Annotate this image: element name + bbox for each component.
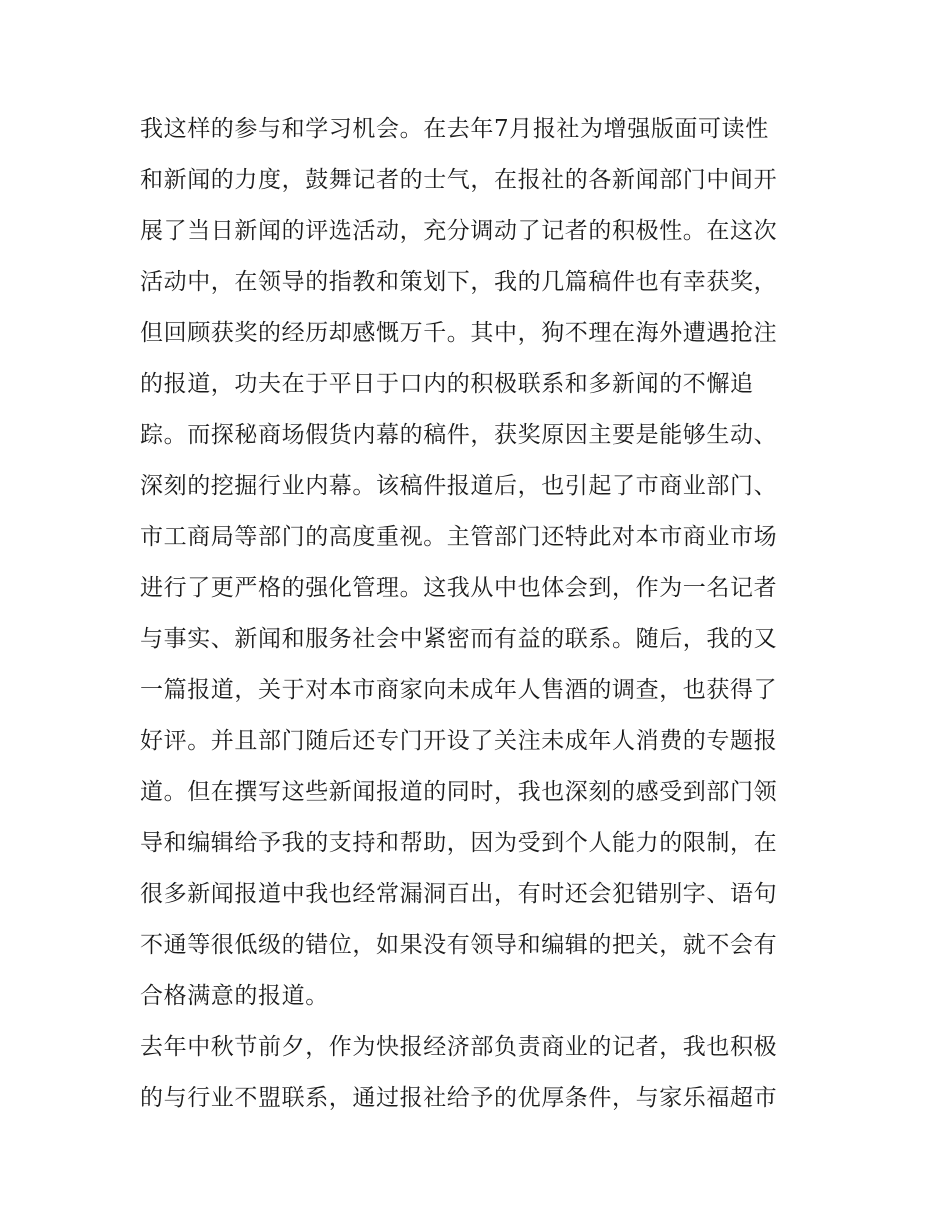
- text-line: 与事实、新闻和服务社会中紧密而有益的联系。随后，我的又: [140, 626, 778, 652]
- text-line: 进行了更严格的强化管理。这我从中也体会到，作为一名记者: [140, 575, 778, 601]
- text-line: 的与行业不盟联系，通过报社给予的优厚条件，与家乐福超市: [140, 1085, 778, 1111]
- text-line: 和新闻的力度，鼓舞记者的士气，在报社的各新闻部门中间开: [140, 167, 778, 193]
- text-line: 合格满意的报道。: [140, 983, 329, 1009]
- text-line: 活动中，在领导的指教和策划下，我的几篇稿件也有幸获奖，: [140, 269, 778, 295]
- text-line: 我这样的参与和学习机会。在去年7月报社为增强版面可读性: [140, 116, 769, 142]
- text-line: 踪。而探秘商场假货内幕的稿件，获奖原因主要是能够生动、: [140, 422, 778, 448]
- text-line: 深刻的挖掘行业内幕。该稿件报道后，也引起了市商业部门、: [140, 473, 778, 499]
- text-line: 道。但在撰写这些新闻报道的同时，我也深刻的感受到部门领: [140, 779, 778, 805]
- text-line: 很多新闻报道中我也经常漏洞百出，有时还会犯错别字、语句: [140, 881, 778, 907]
- paragraph-1: [140, 104, 815, 1022]
- document-body: [140, 104, 815, 1124]
- paragraph-2: [140, 1022, 815, 1124]
- text-line: 展了当日新闻的评选活动，充分调动了记者的积极性。在这次: [140, 218, 778, 244]
- text-line: 去年中秋节前夕，作为快报经济部负责商业的记者，我也积极: [140, 1034, 778, 1060]
- text-line: 但回顾获奖的经历却感慨万千。其中，狗不理在海外遭遇抢注: [140, 320, 778, 346]
- text-line: 的报道，功夫在于平日于口内的积极联系和多新闻的不懈追: [140, 371, 754, 397]
- text-line: 好评。并且部门随后还专门开设了关注未成年人消费的专题报: [140, 728, 778, 754]
- text-line: 一篇报道，关于对本市商家向未成年人售酒的调查，也获得了: [140, 677, 778, 703]
- text-line: 不通等很低级的错位，如果没有领导和编辑的把关，就不会有: [140, 932, 778, 958]
- text-line: 导和编辑给予我的支持和帮助，因为受到个人能力的限制，在: [140, 830, 778, 856]
- text-line: 市工商局等部门的高度重视。主管部门还特此对本市商业市场: [140, 524, 778, 550]
